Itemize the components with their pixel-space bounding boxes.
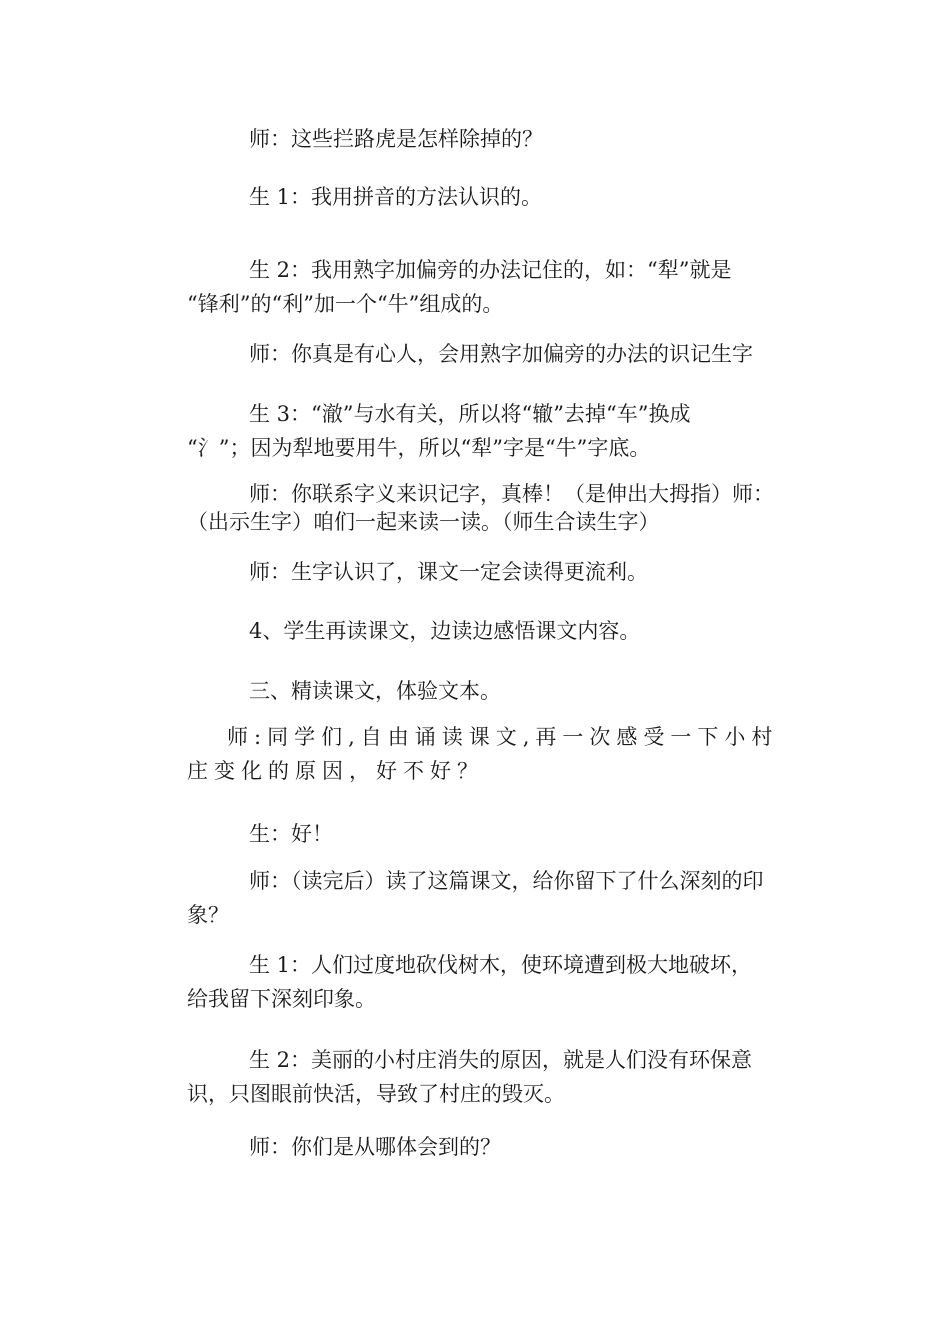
paragraph-13 [187, 948, 809, 1016]
text-line: 生 1：我用拼音的方法认识的。 [249, 185, 543, 209]
text-line: 生 2：我用熟字加偏旁的办法记住的，如：“犁”就是 [249, 258, 732, 282]
paragraph-10 [187, 720, 809, 788]
paragraph-8 [187, 614, 809, 648]
text-line: 三、精读课文，体验文本。 [249, 679, 501, 703]
paragraph-7 [187, 555, 809, 589]
text-line: 师：这些拦路虎是怎样除掉的？ [249, 127, 543, 151]
text-line: 生 3：“澈”与水有关，所以将“辙”去掉“车”换成 [249, 402, 691, 426]
text-line: 庄变化的原因，好不好？ [187, 759, 484, 783]
paragraph-2 [187, 180, 809, 214]
text-line: 师：你们是从哪体会到的？ [249, 1135, 501, 1159]
text-line: 师：（读完后）读了这篇课文，给你留下了什么深刻的印 [249, 869, 764, 893]
text-line: 生 2：美丽的小村庄消失的原因，就是人们没有环保意 [249, 1048, 753, 1072]
paragraph-4 [187, 337, 809, 371]
paragraph-14 [187, 1043, 809, 1111]
paragraph-3 [187, 253, 809, 321]
text-line: 生：好！ [249, 822, 333, 846]
text-line: 师：你联系字义来识记字，真棒！（是伸出大拇指）师： [249, 482, 774, 506]
text-line: “氵”；因为犁地要用牛，所以“犁”字是“牛”字底。 [187, 436, 651, 460]
paragraph-15 [187, 1130, 809, 1164]
text-line: （出示生字）咱们一起来读一读。（师生合读生字） [187, 510, 660, 534]
paragraph-9 [187, 674, 809, 708]
text-line: 生 1：人们过度地砍伐树木，使环境遭到极大地破坏， [249, 953, 753, 977]
paragraph-12 [187, 864, 809, 932]
text-line: 师：生字认识了，课文一定会读得更流利。 [249, 560, 648, 584]
text-line: 识，只图眼前快活，导致了村庄的毁灭。 [187, 1082, 565, 1106]
paragraph-11 [187, 817, 809, 851]
text-line: 师:同学们,自由诵读课文,再一次感受一下小村 [227, 725, 779, 749]
paragraph-6 [187, 480, 809, 536]
paragraph-1 [187, 122, 809, 156]
text-line: 师：你真是有心人，会用熟字加偏旁的办法的识记生字 [249, 342, 753, 366]
paragraph-5 [187, 397, 809, 465]
text-line: 象？ [187, 903, 229, 927]
text-line: “锋利”的“利”加一个“牛”组成的。 [187, 292, 504, 316]
text-line: 给我留下深刻印象。 [187, 987, 376, 1011]
text-line: 4、学生再读课文，边读边感悟课文内容。 [249, 619, 641, 643]
